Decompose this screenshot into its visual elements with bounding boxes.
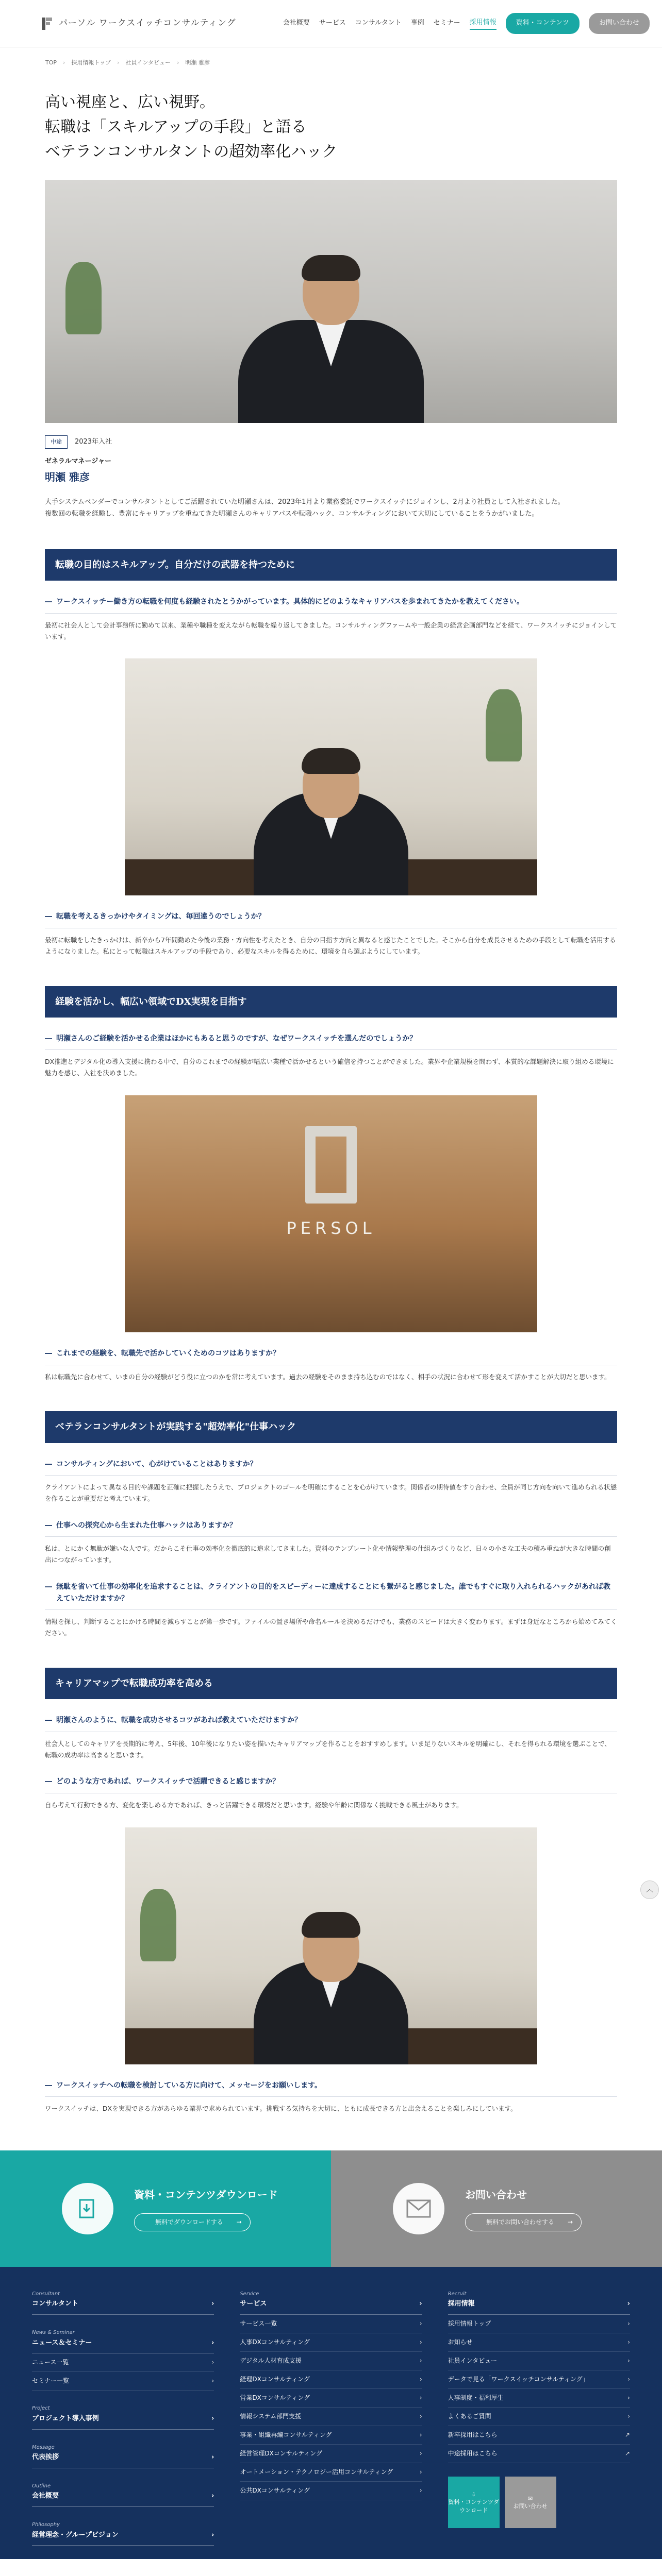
- section-heading: キャリアマップで転職成功率を高める: [45, 1668, 617, 1700]
- question: ― コンサルティングにおいて、心がけていることはありますか？: [45, 1459, 617, 1476]
- footer-group-en: Project: [32, 2405, 50, 2412]
- footer-link-label: よくあるご質問: [448, 2413, 491, 2420]
- footer-link-label: 新卒採用はこちら: [448, 2431, 498, 2439]
- chevron-right-icon: ›: [211, 2377, 214, 2385]
- footer-group-label: 経営理念・グループビジョン: [32, 2531, 119, 2539]
- footer-link[interactable]: [240, 2352, 422, 2370]
- chevron-right-icon: ›: [627, 2300, 630, 2308]
- footer-col-3: [448, 2290, 630, 2560]
- breadcrumb-sep: ›: [63, 59, 65, 66]
- chevron-right-icon: ›: [419, 2320, 422, 2328]
- footer-link[interactable]: [448, 2445, 630, 2463]
- cta-download-label: 無料でダウンロードする: [155, 2218, 223, 2226]
- chevron-right-icon: ›: [419, 2431, 422, 2439]
- footer-group: [32, 2404, 214, 2429]
- chevron-right-icon: ›: [419, 2300, 422, 2308]
- arrow-right-icon: →: [236, 2218, 242, 2226]
- download-icon: [62, 2183, 113, 2234]
- chevron-right-icon: ›: [627, 2357, 630, 2365]
- footer-group-link[interactable]: [448, 2298, 630, 2315]
- footer-contact-button[interactable]: [505, 2477, 556, 2528]
- footer-link[interactable]: [240, 2370, 422, 2389]
- cta-contact-label: 無料でお問い合わせする: [486, 2218, 555, 2226]
- footer-link-label: お知らせ: [448, 2338, 473, 2346]
- question-text: ワークスイッチー働き方の転職を何度も経験されたとうかがっています。具体的にどのようなキャリアパスを歩まれてきたかを教えてください。: [56, 598, 524, 606]
- footer-contact-label: お問い合わせ: [513, 2503, 548, 2510]
- footer-link-label: 採用情報トップ: [448, 2320, 491, 2328]
- footer-group: [32, 2482, 214, 2507]
- chevron-right-icon: ›: [211, 2359, 214, 2366]
- footer-link[interactable]: [448, 2426, 630, 2445]
- answer-text: クライアントによって異なる目的や課題を正確に把握したうえで、プロジェクトのゴールを明確にすることを心がけています。関係者の期待値をすり合わせ、全員が同じ方向を向いて進められる状態を作ることが重要だと考えています。: [45, 1483, 617, 1503]
- question: ― 転職を考えるきっかけやタイミングは、毎回違うのでしょうか？: [45, 911, 617, 928]
- qa-block: [45, 1520, 617, 1566]
- chevron-right-icon: ›: [211, 2414, 214, 2422]
- nav-case[interactable]: 事例: [410, 19, 424, 27]
- answer-text: 私は、とにかく無駄が嫌いな人です。だからこそ仕事の効率化を徹底的に追求してきました。資料のテンプレート化や情報整理の仕組みづくりなど、日々の小さな工夫の積み重ねが大きな時間の創出につながっています。: [45, 1545, 611, 1564]
- footer-link[interactable]: [448, 2352, 630, 2370]
- footer-link[interactable]: [240, 2426, 422, 2445]
- answer-text: 最初に社会人として会計事務所に勤めて以来、業種や職種を変えながら転職を繰り返してきました。コンサルティングファームや一般企業の経営企画部門などを経て、ワークスイッチにジョインしています。: [45, 621, 617, 640]
- logo-text: パーソル ワークスイッチコンサルティング: [59, 18, 236, 28]
- interview-photo: [125, 658, 537, 895]
- hero-photo: [45, 180, 617, 423]
- chevron-right-icon: ›: [211, 2492, 214, 2500]
- question-text: どのような方であれば、ワークスイッチで活躍できると感じますか？: [56, 1777, 280, 1786]
- footer-link-label: 中途採用はこちら: [448, 2450, 498, 2458]
- qa-block: [45, 2080, 617, 2114]
- chevron-right-icon: ›: [419, 2357, 422, 2365]
- footer-link-label: セミナー一覧: [32, 2377, 70, 2385]
- footer-group: [32, 2328, 214, 2391]
- intro-paragraph: 大手システムベンダーでコンサルタントとしてご活躍されていた明瀬さんは、2023年1月より業務委託でワークスイッチにジョインし、2月より社員として入社されました。: [45, 498, 565, 506]
- footer-group-en: Consultant: [32, 2291, 60, 2297]
- answer-text: DX推進とデジタル化の導入支援に携わる中で、自分のこれまでの経験が幅広い業種で活かせるという確信を持つことができました。業界や企業規模を問わず、本質的な課題解決に取り組める環境に魅力を感じ、入社を決めました。: [45, 1058, 614, 1077]
- question-text: 転職を考えるきっかけやタイミングは、毎回違うのでしょうか？: [56, 912, 266, 921]
- chevron-right-icon: ›: [419, 2413, 422, 2420]
- chevron-right-icon: ›: [627, 2320, 630, 2328]
- footer-link-label: 人事制度・福利厚生: [448, 2394, 504, 2402]
- intro-text: [45, 497, 617, 520]
- footer-download-button[interactable]: [448, 2477, 500, 2528]
- footer-col-1: [32, 2290, 214, 2560]
- footer-group: [32, 2290, 214, 2315]
- qa-block: [45, 1776, 617, 1810]
- chevron-right-icon: ›: [419, 2338, 422, 2346]
- question-text: 無駄を省いて仕事の効率化を追求することは、クライアントの目的をスピーディーに達成することにも繋がると感じました。誰でもすぐに取り入れられるハックがあれば教えていただけますか？: [56, 1583, 610, 1603]
- mail-icon: ✉: [528, 2495, 533, 2502]
- footer-link[interactable]: [240, 2463, 422, 2482]
- footer-link[interactable]: [240, 2408, 422, 2426]
- answer-text: 最初に転職をしたきっかけは、新卒から7年間勤めた今後の業務・方向性を考えたとき、自分の目指す方向と異なると感じたことでした。そこから自分を成長させるための手段として転職を活用するようになりました。私にとって転職はスキルアップの手段であり、必要なスキルを得るために、環境を自ら選ぶようにしています。: [45, 936, 616, 955]
- chevron-right-icon: ›: [211, 2531, 214, 2539]
- footer-group-link[interactable]: [32, 2530, 214, 2546]
- footer-group-link[interactable]: [32, 2298, 214, 2315]
- question-text: 仕事への探究心から生まれた仕事ハックはありますか？: [56, 1521, 237, 1530]
- question: ― どのような方であれば、ワークスイッチで活躍できると感じますか？: [45, 1776, 617, 1793]
- footer-link[interactable]: [240, 2389, 422, 2408]
- qa-block: [45, 1459, 617, 1504]
- footer-link[interactable]: [448, 2315, 630, 2333]
- chevron-right-icon: ›: [419, 2487, 422, 2495]
- chevron-right-icon: ›: [419, 2468, 422, 2476]
- title-line: 転職は「スキルアップの手段」と語る: [45, 118, 307, 137]
- question-text: 明瀬さんのように、転職を成功させるコツがあれば教えていただけますか？: [56, 1716, 302, 1725]
- title-line: 高い視座と、広い視野。: [45, 93, 215, 112]
- qa-block: [45, 1581, 617, 1639]
- chevron-up-icon: ︿: [646, 1886, 653, 1894]
- question: ― 明瀬さんのご経験を活かせる企業はほかにもあると思うのですが、なぜワークスイッチを選んだのでしょうか？: [45, 1033, 617, 1050]
- footer-link[interactable]: [240, 2445, 422, 2463]
- chevron-right-icon: ›: [627, 2376, 630, 2383]
- article: [45, 90, 617, 2114]
- chevron-right-icon: ›: [211, 2453, 214, 2462]
- footer-group-link[interactable]: [32, 2452, 214, 2468]
- cta-download: [0, 2150, 331, 2267]
- question: ― 明瀬さんのように、転職を成功させるコツがあれば教えていただけますか？: [45, 1715, 617, 1732]
- header-download-button[interactable]: 資料・コンテンツ: [506, 13, 580, 34]
- answer-text: 社会人としてのキャリアを長期的に考え、5年後、10年後になりたい姿を描いたキャリアマップを作ることをおすすめします。いま足りないスキルを明確にし、それを得られる環境を選ぶことで、転職の成功率は高まると思います。: [45, 1739, 611, 1759]
- section-heading: 転職の目的はスキルアップ。自分だけの武器を持つために: [45, 549, 617, 581]
- footer-link-label: データで見る「ワークスイッチコンサルティング」: [448, 2376, 589, 2383]
- nav-seminar[interactable]: セミナー: [433, 19, 460, 27]
- answer-text: ワークスイッチは、DXを実現できる方があらゆる業界で求められています。挑戦する気持ちを大切に、ともに成長できる方と出会えることを楽しみにしています。: [45, 2105, 517, 2113]
- answer-text: 情報を探し、判断することにかける時間を減らすことが第一歩です。ファイルの置き場所や命名ルールを決めるだけでも、業務のスピードは大きく変わります。まずは身近なところから始めてみてください。: [45, 1618, 617, 1637]
- footer-group-en: Outline: [32, 2483, 51, 2489]
- qa-block: [45, 596, 617, 642]
- chevron-right-icon: ›: [627, 2338, 630, 2346]
- logo-mark-icon: [40, 17, 54, 30]
- footer-link-label: 経営管理DXコンサルティング: [240, 2450, 322, 2458]
- intro-paragraph: 複数回の転職を経験し、豊富にキャリアップを重ねてきた明瀬さんのキャリアパスや転職ハック、コンサルティングにおいて大切にしていることをうかがいました。: [45, 510, 539, 518]
- footer-link-label: ニュース一覧: [32, 2359, 69, 2366]
- footer-group-label: 代表挨拶: [32, 2453, 59, 2462]
- footer-link-label: 営業DXコンサルティング: [240, 2394, 310, 2402]
- question: ― 仕事への探究心から生まれた仕事ハックはありますか？: [45, 1520, 617, 1537]
- section-heading: 経験を活かし、幅広い領域でDX実現を目指す: [45, 986, 617, 1018]
- breadcrumb-recruit[interactable]: 採用情報トップ: [71, 59, 111, 66]
- cta-contact-title: お問い合わせ: [465, 2188, 527, 2201]
- cta-area: [0, 2150, 662, 2267]
- interview-photo: [125, 1827, 537, 2064]
- answer-text: 私は転職先に合わせて、いまの自分の経験がどう役に立つのかを常に考えています。過去の経験をそのまま持ち込むのではなく、相手の状況に合わせて形を変えて活かすことが大切だと思います。: [45, 1372, 611, 1381]
- chevron-right-icon: ›: [419, 2376, 422, 2383]
- footer-group-en: News & Seminar: [32, 2330, 75, 2336]
- footer-link[interactable]: [240, 2482, 422, 2500]
- footer-group-link[interactable]: [240, 2298, 422, 2315]
- footer-group-label: サービス: [240, 2300, 267, 2308]
- question: ― これまでの経験を、転職先で活かしていくためのコツはありますか？: [45, 1348, 617, 1365]
- footer-link[interactable]: [240, 2315, 422, 2333]
- chevron-right-icon: ›: [627, 2394, 630, 2402]
- breadcrumb-sep: ›: [117, 59, 120, 66]
- mail-icon: [393, 2183, 444, 2234]
- footer-link[interactable]: [240, 2333, 422, 2352]
- chevron-right-icon: ›: [419, 2450, 422, 2458]
- nav-recruit[interactable]: 採用情報: [470, 17, 496, 30]
- question: ― 無駄を省いて仕事の効率化を追求することは、クライアントの目的をスピーディーに達成することにも繋がると感じました。誰でもすぐに取り入れられるハックがあれば教えていただけますか？: [45, 1581, 617, 1610]
- footer-link-label: 経理DXコンサルティング: [240, 2376, 310, 2383]
- chevron-right-icon: ›: [419, 2394, 422, 2402]
- footer-buttons: [448, 2477, 630, 2528]
- qa-block: [45, 1033, 617, 1079]
- footer-link[interactable]: [448, 2408, 630, 2426]
- site-logo[interactable]: [40, 16, 236, 31]
- footer-group-label: プロジェクト導入事例: [32, 2414, 99, 2422]
- arrow-right-icon: →: [567, 2218, 573, 2226]
- footer-link[interactable]: [448, 2370, 630, 2389]
- footer-link[interactable]: [448, 2389, 630, 2408]
- footer-group-link[interactable]: [32, 2413, 214, 2430]
- chevron-right-icon: ›: [211, 2300, 214, 2308]
- nav-consultant[interactable]: コンサルタント: [355, 19, 402, 27]
- breadcrumb-top[interactable]: TOP: [45, 59, 57, 66]
- breadcrumb: [0, 47, 662, 67]
- question-text: ワークスイッチへの転職を検討している方に向けて、メッセージをお願いします。: [56, 2081, 322, 2090]
- question-text: コンサルティングにおいて、心がけていることはありますか？: [56, 1460, 257, 1468]
- footer-group-link[interactable]: [32, 2337, 214, 2354]
- join-year: 2023年入社: [75, 437, 112, 446]
- footer-link[interactable]: [448, 2333, 630, 2352]
- footer-link-label: オートメーション・テクノロジー活用コンサルティング: [240, 2468, 393, 2476]
- cta-contact: [331, 2150, 662, 2267]
- footer-group-link[interactable]: [32, 2490, 214, 2507]
- footer-group-en: Service: [240, 2291, 259, 2297]
- question-text: 明瀬さんのご経験を活かせる企業はほかにもあると思うのですが、なぜワークスイッチを選んだのでしょうか？: [56, 1035, 417, 1043]
- footer-group-en: Message: [32, 2444, 55, 2450]
- footer-link-label: 公共DXコンサルティング: [240, 2487, 310, 2495]
- external-link-icon: ↗: [624, 2431, 630, 2439]
- cta-download-button[interactable]: [134, 2213, 251, 2231]
- question: ― ワークスイッチー働き方の転職を何度も経験されたとうかがっています。具体的にどのようなキャリアパスを歩まれてきたかを教えてください。: [45, 596, 617, 613]
- footer-link-label: 情報システム部門支援: [240, 2413, 302, 2420]
- chevron-right-icon: ›: [627, 2413, 630, 2420]
- footer-col-2: [240, 2290, 422, 2560]
- footer-group: [240, 2290, 422, 2500]
- footer-link-label: 人事DXコンサルティング: [240, 2338, 310, 2346]
- footer-group-label: ニュース＆セミナー: [32, 2338, 92, 2347]
- sign-logo: PERSOL: [286, 1218, 376, 1239]
- footer-group-label: 採用情報: [448, 2300, 475, 2308]
- qa-block: [45, 1715, 617, 1760]
- footer-group-en: Philosophy: [32, 2522, 60, 2528]
- cta-download-title: 資料・コンテンツダウンロード: [134, 2188, 278, 2201]
- download-icon: ⇩: [471, 2491, 476, 2498]
- job-role: ゼネラルマネージャー: [45, 457, 112, 465]
- footer-group-en: Recruit: [448, 2291, 467, 2297]
- footer-link-label: 社員インタビュー: [448, 2357, 498, 2365]
- office-sign-photo: [125, 1095, 537, 1332]
- header-contact-button[interactable]: お問い合わせ: [589, 13, 650, 34]
- profile-meta: [45, 435, 617, 448]
- hire-type-tag: 中途: [45, 435, 68, 448]
- chevron-right-icon: ›: [211, 2338, 214, 2347]
- nav-company[interactable]: 会社概要: [283, 19, 310, 27]
- site-header: [0, 0, 662, 47]
- title-line: ベテランコンサルタントの超効率化ハック: [45, 143, 338, 161]
- footer-download-label: 資料・コンテンツダウンロード: [448, 2499, 499, 2514]
- footer-group-label: コンサルタント: [32, 2300, 78, 2308]
- answer-text: 自ら考えて行動できる方、変化を楽しめる方であれば、きっと活躍できる環境だと思います。経験や年齢に関係なく挑戦できる風土があります。: [45, 1801, 463, 1809]
- page-title: [45, 90, 617, 164]
- question: ― ワークスイッチへの転職を検討している方に向けて、メッセージをお願いします。: [45, 2080, 617, 2097]
- footer-link-label: デジタル人材育成支援: [240, 2357, 302, 2365]
- cta-contact-button[interactable]: [465, 2213, 582, 2231]
- nav-service[interactable]: サービス: [319, 19, 346, 27]
- footer-link[interactable]: [32, 2353, 214, 2372]
- site-footer: [0, 2267, 662, 2560]
- footer-link[interactable]: [32, 2372, 214, 2391]
- external-link-icon: ↗: [624, 2450, 630, 2458]
- section-heading: ベテランコンサルタントが実践する"超効率化"仕事ハック: [45, 1411, 617, 1443]
- breadcrumb-sep: ›: [177, 59, 179, 66]
- breadcrumb-interview[interactable]: 社員インタビュー: [125, 59, 171, 66]
- question-text: これまでの経験を、転職先で活かしていくためのコツはありますか？: [56, 1349, 280, 1358]
- person-name: 明瀬 雅彦: [45, 471, 90, 484]
- footer-group: [32, 2443, 214, 2468]
- page-top-button[interactable]: [640, 1880, 659, 1899]
- qa-block: [45, 1348, 617, 1382]
- footer-group: [32, 2520, 214, 2546]
- qa-block: [45, 911, 617, 957]
- footer-link-label: サービス一覧: [240, 2320, 277, 2328]
- footer-link-label: 事業・組織再編コンサルティング: [240, 2431, 332, 2439]
- global-nav: [283, 13, 650, 34]
- breadcrumb-current: 明瀬 雅彦: [185, 59, 210, 66]
- footer-group: [448, 2290, 630, 2463]
- footer-group-label: 会社概要: [32, 2492, 59, 2500]
